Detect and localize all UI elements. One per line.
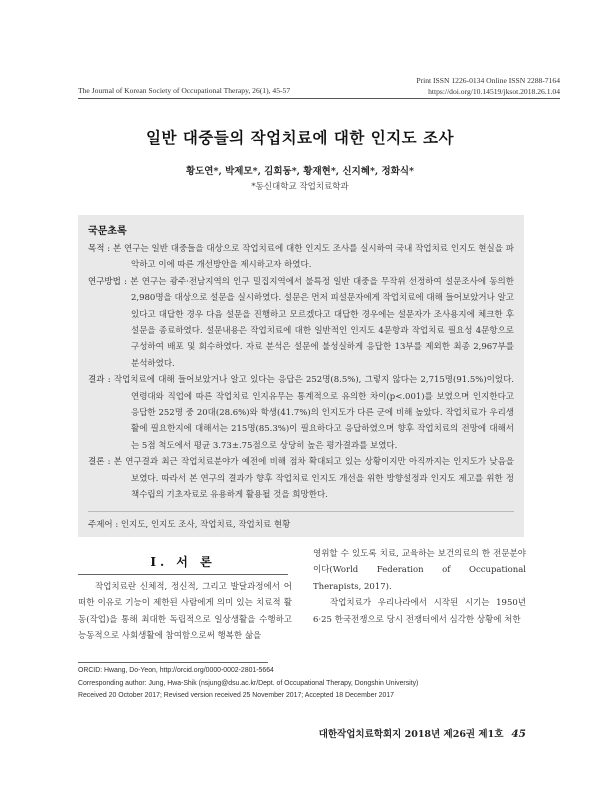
- affiliation: *동신대학교 작업치료학과: [251, 182, 349, 192]
- footnote-orcid: ORCID: Hwang, Do-Yeon, http://orcid.org/0000-0002-2801-5664: [78, 667, 274, 674]
- page-number: 45: [511, 728, 526, 740]
- abstract-methods: [88, 274, 514, 372]
- section-underline: [78, 574, 288, 575]
- author-list: 황도연*, 박제모*, 김회동*, 황재현*, 신지혜*, 정화식*: [185, 166, 415, 177]
- footnote-divider: [78, 662, 268, 663]
- abstract-label: 목적 :: [88, 244, 113, 254]
- header-identifiers: [260, 75, 560, 97]
- footnotes: [78, 665, 418, 703]
- section-heading: Ⅰ. 서 론: [150, 555, 216, 569]
- issn-text: Print ISSN 1226-0134 Online ISSN 2288-7164: [416, 76, 560, 85]
- abstract-box: [78, 215, 524, 537]
- footer-journal: 대한작업치료학회지 2018년 제26권 제1호: [318, 729, 504, 740]
- abstract-purpose: [88, 241, 514, 274]
- abstract-text: 작업치료에 대해 들어보았거나 알고 있다는 응답은 252명(8.5%), 그렇지 않다는 2,715명(91.5%)이었다. 연령대와 직업에 따른 작업치료 인지유무는 통계적으로 유의한 차이(p<.001)를 보였으며 인지한다고 응답한 252명 중 20대(28.6%)와 학생(41.7%)의 인지도가 다른 군에 비해 높았다. 작업치료가 우리생활에 필요한지에 대해서는 215명(85.3%)이 필요하다고 응답하였으며 향후 작업치료의 전망에 대해서는 5점 척도에서 평균 3.73±.75점으로 상당히 높은 평가결과를 보였다.: [113, 375, 514, 451]
- body-column-right: [313, 546, 526, 628]
- footnote-corresponding: Corresponding author: Jung, Hwa-Shik (nsjung@dsu.ac.kr/Dept. of Occupational Therapy, Dongshin University): [78, 679, 419, 687]
- abstract-heading: 국문초록: [88, 226, 127, 237]
- journal-citation: The Journal of Korean Society of Occupational Therapy, 26(1), 45-57: [78, 86, 291, 95]
- body-paragraph: 영위할 수 있도록 치료, 교육하는 보건의료의 한 전문분야이다(World Federation of Occupational Therapists, 2017).: [313, 549, 526, 592]
- doi-link[interactable]: https://doi.org/10.14519/jksot.2018.26.1.04: [428, 87, 560, 96]
- abstract-label: 연구방법 :: [88, 276, 131, 287]
- footnote-received: Received 20 October 2017; Revised version received 25 November 2017; Accepted 18 December 2017: [78, 692, 395, 700]
- header-divider: [78, 98, 560, 99]
- abstract-label: 결과 :: [88, 375, 114, 386]
- abstract-text: 본 연구결과 최근 작업치료분야가 예전에 비해 점차 확대되고 있는 상황이지만 아직까지는 인지도가 낮음을 보였다. 따라서 본 연구의 결과가 향후 작업치료 인지도 개선을 위한 방향설정과 인지도 제고를 위한 정책수립의 기초자료로 유용하게 활용될 것을 희망한다.: [113, 457, 514, 501]
- keywords-divider: [88, 511, 514, 512]
- body-paragraph: 작업치료가 우리나라에서 시작된 시기는 1950년 6·25 한국전쟁으로 당시 전쟁터에서 심각한 상황에 처한: [313, 598, 526, 625]
- abstract-conclusion: [88, 454, 514, 503]
- body-paragraph: 작업치료란 신체적, 정신적, 그리고 발달과정에서 어떠한 이유로 기능이 제한된 사람에게 의미 있는 치료적 활동(작업)을 통해 최대한 독립적으로 일상생활을 수행하고 능동적으로 사회생활에 참여함으로써 행복한 삶을: [78, 582, 292, 642]
- abstract-text: 본 연구는 일반 대중들을 대상으로 작업치료에 대한 인지도 조사를 실시하여 국내 작업치료 인지도 현실을 파악하고 이에 따른 개선방안을 제시하고자 하였다.: [112, 244, 514, 271]
- page-footer: [319, 726, 526, 740]
- body-column-left: [78, 579, 292, 645]
- abstract-text: 본 연구는 광주·전남지역의 인구 밀집지역에서 불특정 일반 대중을 무작위 선정하여 설문조사에 동의한 2,980명을 대상으로 설문을 실시하였다. 설문은 먼저 피설문자에게 작업치료에 대해 들어보았거나 알고 있다고 대답한 경우 다음 설문을 진행하고 모르겠다고 대답한 경우에는 설문자가 조사용지에 체크한 후 설문을 종료하였다. 설문내용은 작업치료에 대한 일반적인 인지도 4문항과 작업치료 필요성 4문항으로 구성하여 배포 및 회수하였다. 자료 분석은 설문에 불성실하게 응답한 13부를 제외한 최종 2,967부를 분석하였다.: [130, 276, 514, 369]
- abstract-results: [88, 372, 514, 454]
- keywords: 주제어 : 인지도, 인지도 조사, 작업치료, 작업치료 현황: [88, 519, 291, 530]
- abstract-label: 결론 :: [88, 457, 114, 468]
- paper-title: 일반 대중들의 작업치료에 대한 인지도 조사: [146, 128, 454, 147]
